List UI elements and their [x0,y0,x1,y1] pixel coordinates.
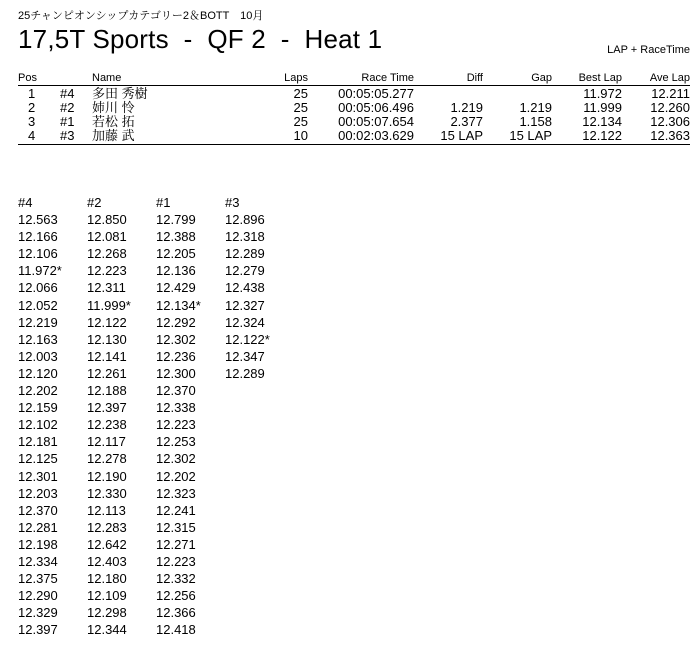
lap-time: 12.223 [156,417,196,433]
result-pos: 1 [28,86,36,101]
lap-time: 12.397 [18,622,58,638]
result-row [18,87,690,101]
result-best-lap: 12.134 [582,114,622,129]
lap-time: 12.302 [156,451,196,467]
result-row [18,115,690,129]
lap-time: 12.159 [18,400,58,416]
result-best-lap: 11.999 [583,100,622,115]
lap-time: 12.141 [87,348,127,364]
lap-time: 12.136 [156,263,196,279]
lap-time: 12.300 [156,365,196,381]
lap-time: 12.066 [18,280,58,296]
lap-time: 12.292 [156,314,196,330]
lap-time: 12.289 [225,246,265,262]
lap-time: 12.338 [156,400,196,416]
lap-time: 12.109 [87,588,127,604]
lap-time: 12.896 [225,212,265,228]
lap-time: 12.180 [87,571,127,587]
result-best-lap: 12.122 [582,128,622,143]
lap-time: 12.563 [18,212,58,228]
lap-time: 12.279 [225,263,265,279]
lap-time: 12.375 [18,571,58,587]
col-pos: Pos [18,72,37,84]
result-laps: 10 [293,128,308,143]
lap-time: 12.850 [87,212,127,228]
lap-time: 12.166 [18,229,58,245]
result-ave-lap: 12.260 [650,100,690,115]
col-race-time: Race Time [361,72,414,84]
lap-time: 12.202 [156,468,196,484]
col-laps: Laps [284,72,308,84]
lap-time: 12.366 [156,605,196,621]
lap-column-header: #3 [225,195,240,210]
lap-time: 12.117 [87,434,126,450]
lap-time: 12.113 [87,502,126,518]
lap-time: 12.278 [87,451,127,467]
lap-time: 12.311 [87,280,126,296]
lap-time: 12.130 [87,331,127,347]
result-number: #3 [60,128,75,143]
col-diff: Diff [466,72,483,84]
result-diff: 1.219 [450,100,483,115]
lap-time: 12.256 [156,588,196,604]
lap-time: 12.203 [18,485,58,501]
result-name: 若松 拓 [92,114,135,129]
results-body [18,84,690,145]
lap-time: 12.370 [18,502,58,518]
result-number: #1 [60,114,75,129]
lap-time: 12.181 [18,434,58,450]
lap-time: 12.403 [87,553,127,569]
lap-time: 12.081 [87,229,127,245]
lap-column [156,194,224,638]
lap-time: 12.236 [156,348,196,364]
lap-time: 12.253 [156,434,196,450]
lap-time: 12.330 [87,485,127,501]
report-title: 17,5T Sports - QF 2 - Heat 1 [18,24,383,54]
lap-time: 12.332 [156,571,196,587]
lap-time: 12.268 [87,246,127,262]
lap-time: 11.972* [18,263,62,279]
result-race-time: 00:05:06.496 [338,100,414,115]
result-gap: 1.158 [519,114,552,129]
col-best-lap: Best Lap [578,72,622,84]
format-label: LAP + RaceTime [607,44,690,56]
result-laps: 25 [293,100,308,115]
lap-time: 12.301 [18,468,58,484]
lap-time: 12.271 [156,536,196,552]
result-row [18,129,690,143]
lap-time: 12.283 [87,519,127,535]
result-laps: 25 [293,86,308,101]
result-gap: 15 LAP [509,128,552,143]
lap-time: 12.281 [18,519,58,535]
result-row [18,101,690,115]
lap-column-header: #4 [18,195,33,210]
lap-time: 12.125 [18,451,58,467]
result-number: #2 [60,100,75,115]
lap-column-header: #1 [156,195,171,210]
lap-time: 12.799 [156,212,196,228]
lap-column [87,194,155,638]
result-name: 多田 秀樹 [92,86,148,101]
lap-time: 12.334 [18,553,58,569]
lap-time: 12.289 [225,365,265,381]
lap-time: 12.223 [156,553,196,569]
col-gap: Gap [531,72,552,84]
result-diff: 15 LAP [440,128,483,143]
result-best-lap: 11.972 [583,86,622,101]
lap-time: 12.429 [156,280,196,296]
result-race-time: 00:02:03.629 [338,128,414,143]
result-name: 加藤 武 [92,128,135,143]
lap-time: 12.327 [225,297,265,313]
lap-time: 12.397 [87,400,127,416]
lap-time: 12.347 [225,348,265,364]
report-subtitle: 25チャンピオンシップカテゴリー2＆BOTT 10月 [18,10,264,22]
lap-column [18,194,86,638]
results-header-row [18,72,690,84]
lap-time: 12.388 [156,229,196,245]
lap-time: 12.302 [156,331,196,347]
results-table [18,72,690,145]
lap-time: 12.219 [18,314,58,330]
result-gap: 1.219 [519,100,552,115]
lap-time: 12.344 [87,622,127,638]
lap-time: 12.642 [87,536,127,552]
result-ave-lap: 12.306 [650,114,690,129]
lap-time: 12.120 [18,365,58,381]
lap-time: 12.323 [156,485,196,501]
result-ave-lap: 12.211 [651,86,690,101]
lap-time: 12.003 [18,348,58,364]
lap-time: 12.223 [87,263,127,279]
result-ave-lap: 12.363 [650,128,690,143]
lap-time: 12.438 [225,280,265,296]
lap-time: 12.188 [87,383,127,399]
lap-time: 12.134* [156,297,201,313]
lap-time: 12.241 [156,502,196,518]
result-number: #4 [60,86,75,101]
col-ave-lap: Ave Lap [649,72,690,84]
lap-column [225,194,293,382]
lap-time: 12.052 [18,297,58,313]
lap-time: 12.106 [18,246,58,262]
lap-time: 12.298 [87,605,127,621]
result-diff: 2.377 [450,114,483,129]
result-race-time: 00:05:07.654 [338,114,414,129]
lap-time: 12.198 [18,536,58,552]
lap-time: 12.329 [18,605,58,621]
lap-time: 12.261 [87,365,127,381]
lap-time: 12.205 [156,246,196,262]
result-name: 姉川 怜 [92,100,135,115]
lap-time: 12.202 [18,383,58,399]
result-pos: 4 [28,128,36,143]
lap-time: 11.999* [87,297,131,313]
lap-time: 12.122 [87,314,127,330]
lap-time: 12.238 [87,417,127,433]
lap-time: 12.318 [225,229,265,245]
result-pos: 2 [28,100,36,115]
lap-column-header: #2 [87,195,102,210]
lap-time: 12.290 [18,588,58,604]
lap-time: 12.122* [225,331,270,347]
lap-time: 12.370 [156,383,196,399]
lap-time: 12.324 [225,314,265,330]
result-pos: 3 [28,114,36,129]
lap-time: 12.163 [18,331,58,347]
col-name: Name [92,72,122,84]
lap-time: 12.190 [87,468,127,484]
lap-time: 12.102 [18,417,58,433]
result-race-time: 00:05:05.277 [338,86,414,101]
result-laps: 25 [293,114,308,129]
lap-time: 12.315 [156,519,196,535]
lap-time: 12.418 [156,622,196,638]
